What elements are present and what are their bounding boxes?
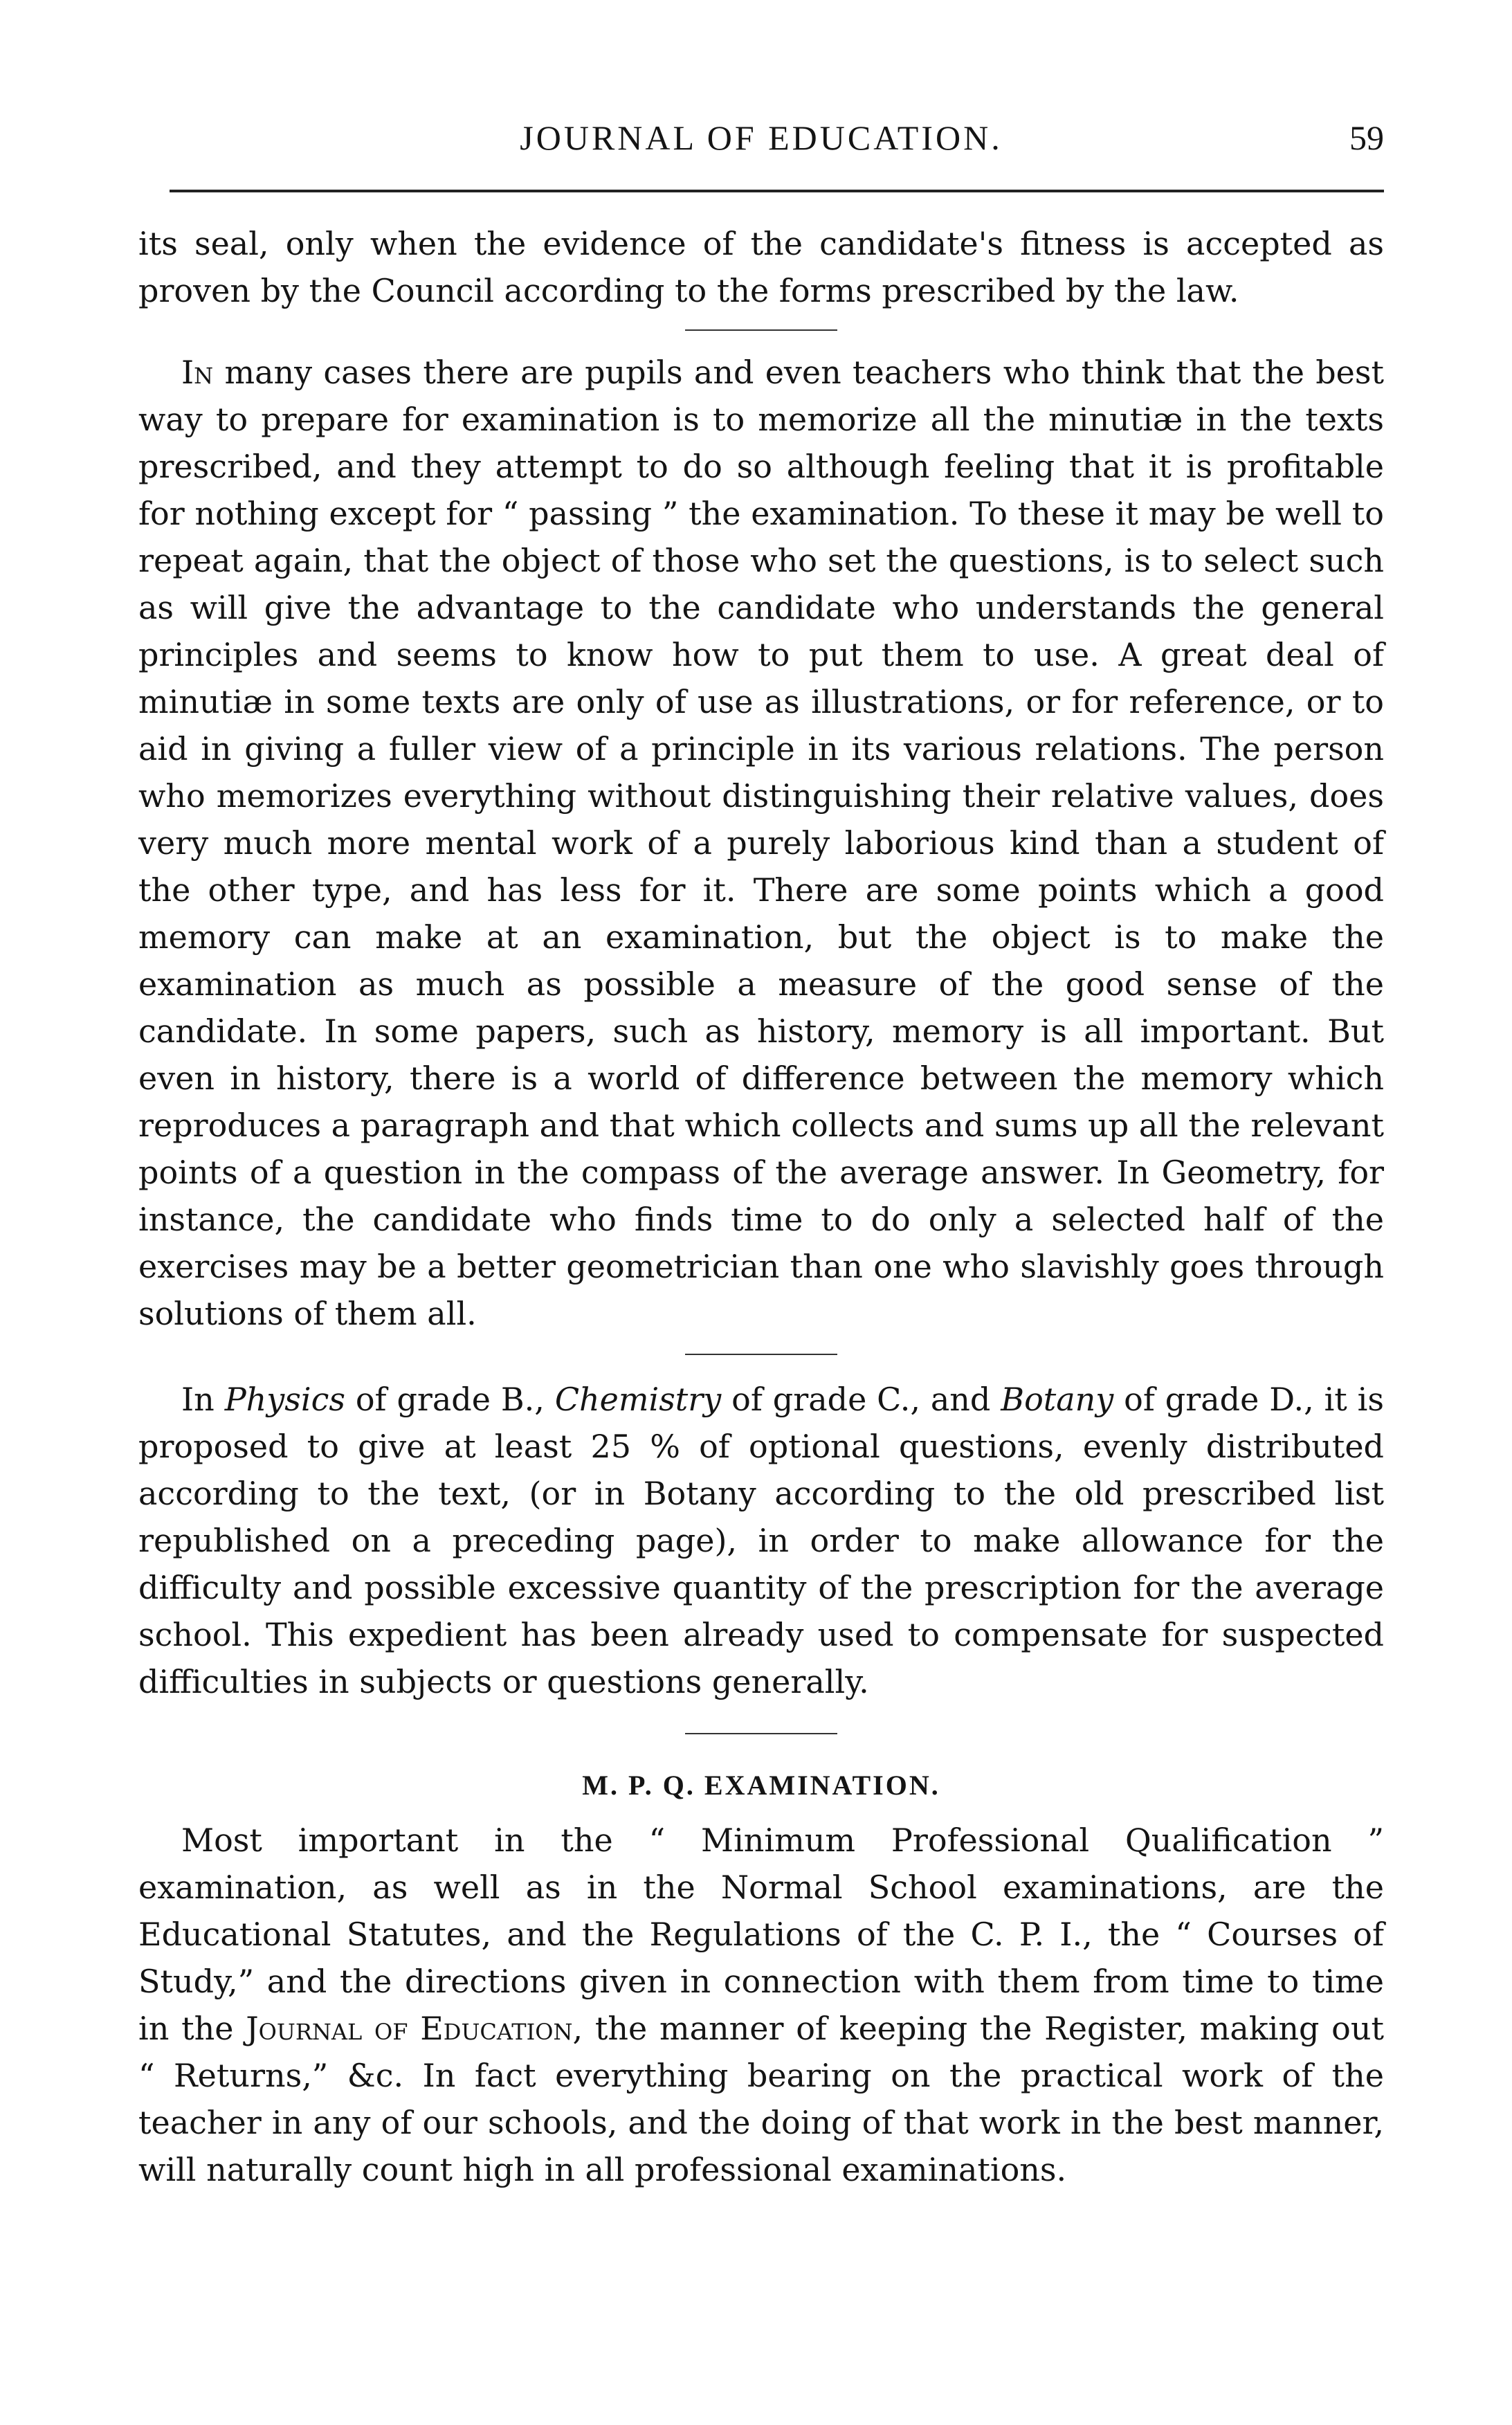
paragraph-lead-word: In [181, 354, 214, 391]
text-segment: Most important in the “ Minimum Professional Qualification ” examination, as well as in the Normal School examinations, are the Educational Statutes, and the Regulations of the C. P. I., the “ Courses of Study,” and the directions given in connection with them from time to time in the [138, 1822, 1384, 2047]
journal-page [138, 104, 1384, 2188]
paragraph-mpq-examination [138, 1817, 1384, 2193]
separator-rule [685, 329, 837, 331]
text-segment: of grade B., [345, 1381, 555, 1418]
journal-name: Journal of Education [246, 2010, 573, 2047]
paragraph-memorization [138, 349, 1384, 1337]
running-title: JOURNAL OF EDUCATION. [520, 118, 1003, 157]
text-segment: of grade C., and [721, 1381, 1001, 1418]
text-segment: , the manner of keeping the Register, making out “ Returns,” &c. In fact everything bearing on the practical work of the teacher in any of our schools, and the doing of that work in the best manner, will naturally count high in all professional examinations. [138, 2010, 1384, 2188]
subject-chemistry: Chemistry [554, 1381, 722, 1418]
text-segment: of grade D., it is proposed to give at least 25 % of optional questions, evenly distributed according to the text, (or in Botany according to the old prescribed list republished on a preceding page), in order to make allowance for the difficulty and possible excessive quantity of the prescription for the average school. This expedient has been already used to compensate for suspected difficulties in subjects or questions generally. [138, 1381, 1384, 1700]
separator-rule [685, 1354, 837, 1355]
separator-rule [685, 1733, 837, 1734]
page-number: 59 [1349, 118, 1384, 157]
subject-physics: Physics [224, 1381, 345, 1418]
paragraph-optional-questions [138, 1376, 1384, 1705]
header-rule [170, 190, 1384, 192]
text-segment: In [181, 1381, 225, 1418]
section-heading: M. P. Q. EXAMINATION. [582, 1770, 940, 1801]
page-header [138, 104, 1384, 173]
paragraph-memorization-text: many cases there are pupils and even teachers who think that the best way to prepare for examination is to memorize all the minutiæ in the texts prescribed, and they attempt to do so although feeling that it is profitable for nothing except for “ passing ” the examination. To these it may be well to repeat again, that the object of those who set the questions, is to select such as will give the advantage to the candidate who understands the general principles and seems to know how to put them to use. A great deal of minutiæ in some texts are only of use as illustrations, or for reference, or to aid in giving a fuller view of a principle in its various relations. The person who memorizes everything without distinguishing their relative values, does very much more mental work of a purely laborious kind than a student of the other type, and has less for it. There are some points which a good memory can make at an examination, but the object is to make the examination as much as possible a measure of the good sense of the candidate. In some papers, such as history, memory is all important. But even in history, there is a world of difference between the memory which reproduces a paragraph and that which collects and sums up all the relevant points of a question in the compass of the average answer. In Geometry, for instance, the candidate who finds time to do only a selected half of the exercises may be a better geometrician than one who slavishly goes through solutions of them all. [138, 354, 1384, 1332]
subject-botany: Botany [1001, 1381, 1114, 1418]
page-body [138, 220, 1384, 2193]
paragraph-seal: its seal, only when the evidence of the candidate's fitness is accepted as proven by the Council according to the forms prescribed by the law. [138, 225, 1384, 309]
